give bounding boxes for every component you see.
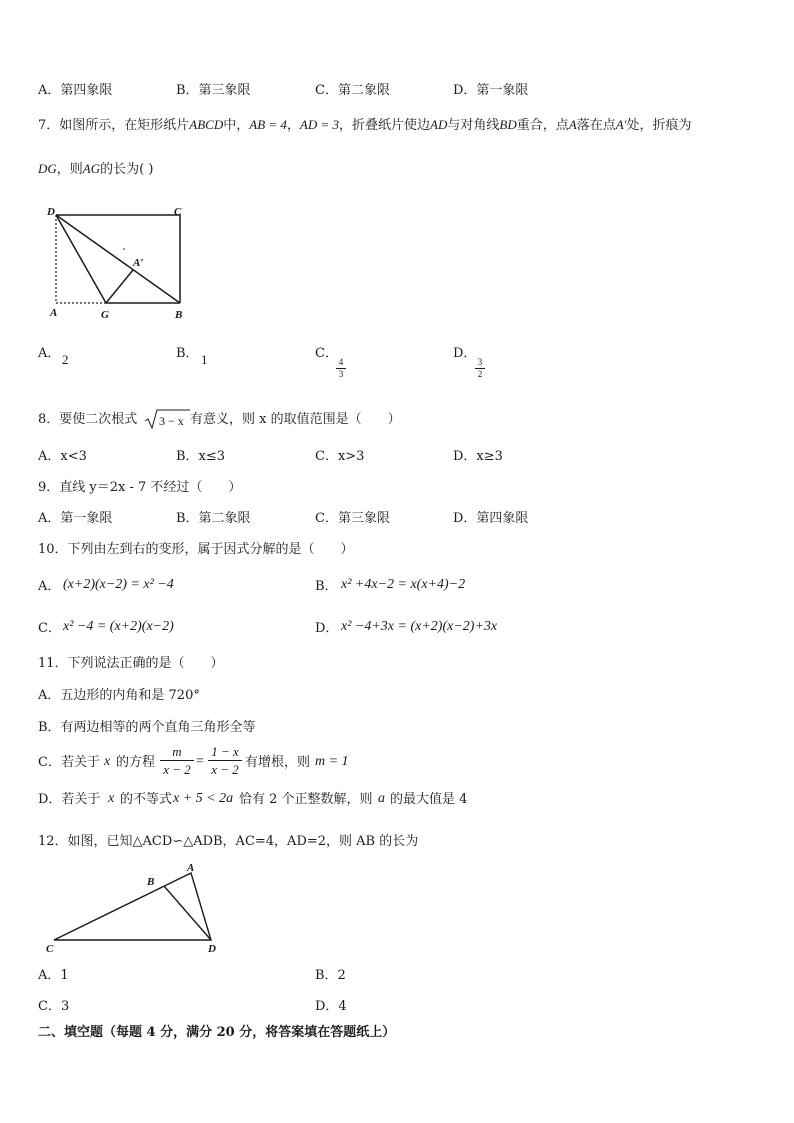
q9-option-a: A．第一象限 (38, 511, 113, 526)
q11-option-c-part1: C．若关于 (38, 755, 100, 770)
q11-option-c-part2: 的方程 (116, 755, 156, 770)
q11-option-c-x: x (104, 754, 111, 769)
q10-stem: 10．下列由左到右的变形，属于因式分解的是（ ） (38, 542, 354, 557)
q6-option-b: B．第三象限 (176, 83, 251, 98)
q12-option-b: B．2 (315, 968, 346, 983)
q11-option-c-m: m = 1 (315, 754, 349, 769)
q7-text: 重合，点 (516, 118, 569, 133)
q11-option-b: B．有两边相等的两个直角三角形全等 (38, 720, 256, 735)
q9-option-b: B．第二象限 (176, 511, 251, 526)
denominator: x − 2 (163, 762, 191, 777)
segment-ga (106, 270, 133, 303)
q7-stem-line2 (38, 162, 153, 176)
label-d: D (47, 206, 55, 218)
q7-bd: BD (499, 117, 517, 132)
q12-option-c: C．3 (38, 999, 70, 1014)
q7-option-c-fraction (336, 358, 346, 379)
q12-option-a: A．1 (38, 968, 69, 983)
q7-text: 7．如图所示，在矩形纸片 (38, 118, 190, 133)
q11-option-c-fraction-2 (208, 745, 242, 776)
label-c: C (46, 943, 54, 955)
numerator: m (172, 744, 182, 759)
q8-radical (144, 409, 192, 431)
q7-option-a: 2 (62, 352, 69, 367)
q7-text: ， (286, 118, 300, 133)
q11-option-c-part3: 有增根，则 (245, 755, 311, 770)
q10-option-c-label: C． (38, 621, 61, 636)
q10-option-b-label: B． (315, 579, 338, 594)
numerator: 3 (477, 357, 483, 367)
q7-abcd: ABCD (189, 117, 224, 132)
q7-text: 中， (223, 118, 250, 133)
label-b: B (175, 309, 183, 321)
q11-stem: 11．下列说法正确的是（ ） (38, 656, 224, 671)
q12-stem: 12．如图，已知△ACD∽△ADB，AC=4，AD=2，则 AB 的长为 (38, 834, 419, 849)
q7-option-d-fraction (475, 358, 485, 379)
q6-option-a: A．第四象限 (38, 83, 113, 98)
q8-stem-part2: 有意义，则 x 的取值范围是（ ） (190, 412, 401, 427)
q8-option-d: D．x≥3 (453, 449, 503, 464)
radicand: 3 − x (159, 414, 184, 428)
label-a: A (187, 862, 195, 874)
q7-aprime: A′ (615, 117, 627, 132)
label-b: B (147, 876, 155, 888)
q10-option-a: (x+2)(x−2) = x² −4 (63, 577, 174, 592)
denominator: 2 (477, 369, 483, 379)
q7-option-a-label: A． (38, 346, 61, 361)
q10-option-a-label: A． (38, 579, 61, 594)
q9-option-c: C．第三象限 (315, 511, 390, 526)
q7-option-b-label: B． (176, 346, 199, 361)
q7-text: 的长为( ) (100, 162, 154, 177)
label-d: D (208, 943, 216, 955)
q9-option-d: D．第四象限 (453, 511, 529, 526)
q7-option-c-label: C． (315, 346, 338, 361)
q11-option-d-x: x (108, 791, 115, 806)
numerator: 1 − x (211, 744, 239, 759)
q11-option-a: A．五边形的内角和是 720° (38, 688, 200, 703)
q7-a: A (568, 117, 577, 132)
diagonal-bd (56, 215, 180, 303)
q7-stem-line1 (38, 118, 692, 132)
triangle-acd (54, 873, 211, 940)
q10-option-d: x² −4+3x = (x+2)(x−2)+3x (341, 619, 498, 634)
label-c: C (174, 206, 182, 218)
q8-option-c: C．x>3 (315, 449, 365, 464)
label-a: A (50, 307, 58, 319)
q7-ad: AD = 3 (299, 117, 340, 132)
q6-option-c: C．第二象限 (315, 83, 390, 98)
q7-text: 与对角线 (447, 118, 500, 133)
q7-figure-rectangle (44, 203, 204, 323)
q7-ab: AB = 4 (249, 117, 287, 132)
fold-dg (56, 215, 106, 303)
q7-text: 处，折痕为 (626, 118, 692, 133)
q10-option-b: x² +4x−2 = x(x+4)−2 (341, 577, 466, 592)
section-2-heading: 二、填空题（每题 4 分，满分 20 分，将答案填在答题纸上） (38, 1025, 396, 1040)
denominator: 3 (338, 369, 344, 379)
fraction-bar (208, 760, 242, 761)
q11-option-d-part3: 恰有 2 个正整数解，则 (239, 792, 373, 807)
q9-stem: 9．直线 y＝2x - 7 不经过（ ） (38, 480, 242, 495)
q6-option-d: D．第一象限 (453, 83, 529, 98)
q7-option-b: 1 (201, 352, 208, 367)
q11-option-d-inequality: x + 5 < 2a (173, 791, 234, 806)
q8-option-a: A．x<3 (38, 449, 87, 464)
numerator: 4 (338, 357, 344, 367)
q7-text: ，折叠纸片使边 (339, 118, 431, 133)
segment-bd (164, 886, 211, 940)
q11-option-c-equals: = (196, 754, 204, 769)
denominator: x − 2 (211, 762, 239, 777)
q11-option-d-part1: D．若关于 (38, 792, 101, 807)
q12-figure-triangle (44, 862, 234, 956)
q7-text: 落在点 (576, 118, 616, 133)
stray-dot (123, 248, 125, 250)
q11-option-d-a: a (378, 791, 385, 806)
q7-ad2: AD (430, 117, 448, 132)
q8-stem-part1: 8．要使二次根式 (38, 412, 138, 427)
q10-option-d-label: D． (315, 621, 339, 636)
fraction-bar (160, 760, 194, 761)
q10-option-c: x² −4 = (x+2)(x−2) (63, 619, 174, 634)
q11-option-d-part2: 的不等式 (120, 792, 173, 807)
q11-option-d-part4: 的最大值是 4 (390, 792, 468, 807)
q7-text: ，则 (56, 162, 83, 177)
q7-option-d-label: D． (453, 346, 477, 361)
q11-option-c-fraction-1 (160, 745, 194, 776)
q7-dg: DG (38, 161, 57, 176)
q12-option-d: D．4 (315, 999, 347, 1014)
q8-option-b: B．x≤3 (176, 449, 226, 464)
q7-ag: AG (82, 161, 101, 176)
label-aprime: A′ (133, 257, 144, 269)
label-g: G (101, 309, 109, 321)
